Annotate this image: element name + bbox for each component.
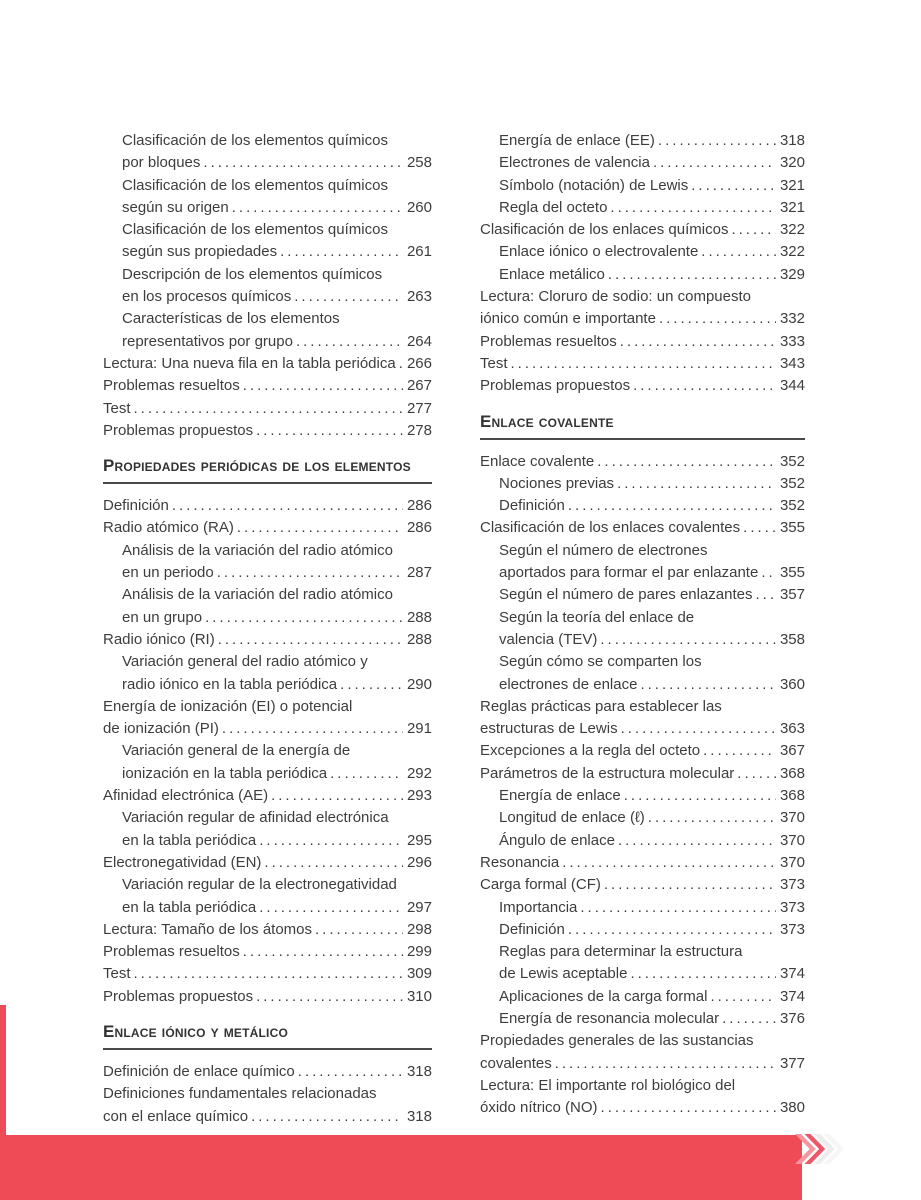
entry-text: Según la teoría del enlace de bbox=[499, 608, 695, 626]
dot-leader bbox=[737, 763, 776, 785]
toc-entry bbox=[103, 264, 432, 309]
entry-text: Problemas resueltos bbox=[103, 377, 240, 395]
entry-text: Clasificación de los elementos químicos bbox=[122, 176, 388, 194]
toc-entry bbox=[103, 941, 432, 963]
entry-text: óxido nítrico (NO) bbox=[480, 1099, 598, 1117]
page-number: 322 bbox=[779, 221, 805, 239]
page-number: 358 bbox=[779, 630, 805, 648]
page-number: 322 bbox=[779, 243, 805, 261]
dot-leader bbox=[658, 130, 776, 152]
entry-text: según sus propiedades bbox=[122, 243, 278, 261]
entry-text: Según cómo se comparten los bbox=[499, 653, 702, 671]
toc-entry bbox=[103, 540, 432, 585]
toc-entry bbox=[103, 986, 432, 1008]
dot-leader bbox=[703, 740, 776, 762]
footer-red-bar bbox=[0, 1135, 802, 1200]
toc-entry bbox=[103, 874, 432, 919]
entry-text: Definición bbox=[499, 497, 565, 515]
entry-text: en la tabla periódica bbox=[122, 898, 257, 916]
chevrons-right-icon bbox=[795, 1134, 845, 1164]
toc-entry bbox=[480, 331, 805, 353]
toc-entry bbox=[480, 696, 805, 741]
entry-text: Electronegatividad (EN) bbox=[103, 853, 262, 871]
entry-text: Energía de resonancia molecular bbox=[499, 1009, 720, 1027]
entry-text: Lectura: Una nueva fila en la tabla periódica bbox=[103, 354, 396, 372]
page-number: 376 bbox=[779, 1009, 805, 1027]
page-number: 260 bbox=[406, 198, 432, 216]
entry-text: Regla del octeto bbox=[499, 198, 608, 216]
dot-leader bbox=[756, 584, 776, 606]
page-number: 320 bbox=[779, 154, 805, 172]
dot-leader bbox=[617, 473, 776, 495]
entry-text: Problemas resueltos bbox=[480, 332, 617, 350]
entry-text: Energía de ionización (EI) o potencial bbox=[103, 697, 353, 715]
dot-leader bbox=[134, 963, 403, 985]
page-number: 287 bbox=[406, 564, 432, 582]
entry-text: Símbolo (notación) de Lewis bbox=[499, 176, 689, 194]
page-number: 377 bbox=[779, 1054, 805, 1072]
page-number: 278 bbox=[406, 421, 432, 439]
toc-entry bbox=[103, 219, 432, 264]
toc-entry bbox=[480, 807, 805, 829]
dot-leader bbox=[256, 420, 403, 442]
entry-text: en un grupo bbox=[122, 608, 203, 626]
page-number: 293 bbox=[406, 787, 432, 805]
dot-leader bbox=[172, 495, 403, 517]
entry-text: covalentes bbox=[480, 1054, 552, 1072]
dot-leader bbox=[640, 674, 776, 696]
page-number: 298 bbox=[406, 920, 432, 938]
page-number: 355 bbox=[779, 564, 805, 582]
dot-leader bbox=[271, 785, 403, 807]
entry-text: Clasificación de los elementos químicos bbox=[122, 132, 388, 149]
toc-entry bbox=[480, 1075, 805, 1120]
dot-leader bbox=[653, 152, 776, 174]
toc-entry bbox=[480, 375, 805, 397]
toc-entry bbox=[480, 852, 805, 874]
entry-text: Excepciones a la regla del octeto bbox=[480, 742, 701, 760]
page-number: 352 bbox=[779, 452, 805, 470]
toc-entry bbox=[480, 785, 805, 807]
dot-leader bbox=[620, 331, 776, 353]
toc-entry bbox=[480, 219, 805, 241]
entry-text: Problemas propuestos bbox=[480, 377, 631, 395]
entry-text: representativos por grupo bbox=[122, 332, 293, 350]
entry-text: de ionización (PI) bbox=[103, 720, 219, 738]
entry-text: valencia (TEV) bbox=[499, 630, 598, 648]
entry-text: Variación regular de la electronegatividad bbox=[122, 876, 397, 894]
dot-leader bbox=[568, 495, 776, 517]
toc-entry bbox=[103, 919, 432, 941]
dot-leader bbox=[243, 375, 403, 397]
page-number: 352 bbox=[779, 497, 805, 515]
dot-leader bbox=[580, 897, 776, 919]
toc-entry bbox=[103, 175, 432, 220]
entry-text: radio iónico en la tabla periódica bbox=[122, 675, 338, 693]
toc-entry bbox=[103, 398, 432, 420]
dot-leader bbox=[256, 986, 403, 1008]
page-number: 373 bbox=[779, 898, 805, 916]
entry-text: Clasificación de los elementos químicos bbox=[122, 221, 388, 239]
dot-leader bbox=[604, 874, 776, 896]
entry-text: con el enlace químico bbox=[103, 1107, 249, 1125]
toc-entry bbox=[480, 451, 805, 473]
toc-entry bbox=[103, 1083, 432, 1128]
entry-text: Importancia bbox=[499, 898, 578, 916]
page-number: 367 bbox=[779, 742, 805, 760]
toc-entry bbox=[103, 517, 432, 539]
page-number: 261 bbox=[406, 243, 432, 261]
toc-entry bbox=[480, 651, 805, 696]
page-number: 288 bbox=[406, 608, 432, 626]
entry-text: Ángulo de enlace bbox=[499, 831, 615, 849]
entry-text: Radio atómico (RA) bbox=[103, 519, 234, 537]
entry-text: Afinidad electrónica (AE) bbox=[103, 787, 269, 805]
dot-leader bbox=[251, 1106, 403, 1128]
toc-entry bbox=[480, 763, 805, 785]
dot-leader bbox=[315, 919, 403, 941]
page-number: 310 bbox=[406, 987, 432, 1005]
entry-text: Definiciones fundamentales relacionadas bbox=[103, 1085, 377, 1103]
section-heading: Propiedades periódicas de los elementos bbox=[103, 455, 432, 484]
page-number: 266 bbox=[406, 354, 432, 372]
page-number: 368 bbox=[779, 787, 805, 805]
page-number: 288 bbox=[406, 630, 432, 648]
dot-leader bbox=[203, 152, 403, 174]
page-number: 355 bbox=[779, 519, 805, 537]
toc-column-left bbox=[103, 130, 432, 1128]
toc-column-right bbox=[480, 130, 805, 1119]
dot-leader bbox=[294, 286, 403, 308]
dot-leader bbox=[624, 785, 776, 807]
dot-leader bbox=[399, 353, 403, 375]
dot-leader bbox=[280, 241, 403, 263]
entry-text: Problemas propuestos bbox=[103, 421, 254, 439]
entry-text: Definición bbox=[499, 920, 565, 938]
dot-leader bbox=[134, 398, 403, 420]
dot-leader bbox=[511, 353, 776, 375]
entry-text: Variación general del radio atómico y bbox=[122, 653, 368, 671]
dot-leader bbox=[600, 629, 776, 651]
entry-text: Descripción de los elementos químicos bbox=[122, 265, 383, 283]
dot-leader bbox=[298, 1061, 403, 1083]
entry-text: Variación regular de afinidad electrónica bbox=[122, 809, 389, 827]
toc-entry bbox=[103, 629, 432, 651]
dot-leader bbox=[691, 175, 776, 197]
toc-entry bbox=[103, 495, 432, 517]
entry-text: ionización en la tabla periódica bbox=[122, 764, 328, 782]
page-number: 373 bbox=[779, 876, 805, 894]
page-number: 370 bbox=[779, 831, 805, 849]
dot-leader bbox=[597, 451, 776, 473]
toc-entry bbox=[480, 830, 805, 852]
entry-text: Reglas para determinar la estructura bbox=[499, 943, 743, 961]
dot-leader bbox=[618, 830, 776, 852]
entry-text: Características de los elementos bbox=[122, 310, 340, 328]
dot-leader bbox=[222, 718, 403, 740]
page-number: 373 bbox=[779, 920, 805, 938]
toc-entry bbox=[103, 852, 432, 874]
dot-leader bbox=[218, 629, 403, 651]
toc-entry bbox=[480, 584, 805, 606]
toc-entry bbox=[480, 540, 805, 585]
toc-entry bbox=[103, 963, 432, 985]
entry-text: Enlace iónico o electrovalente bbox=[499, 243, 699, 261]
entry-text: Energía de enlace bbox=[499, 787, 621, 805]
page-number: 352 bbox=[779, 474, 805, 492]
toc-entry bbox=[480, 495, 805, 517]
page-number: 297 bbox=[406, 898, 432, 916]
toc-entry bbox=[103, 130, 432, 175]
page-number: 318 bbox=[406, 1107, 432, 1125]
dot-leader bbox=[608, 264, 776, 286]
dot-leader bbox=[340, 674, 403, 696]
dot-leader bbox=[630, 963, 776, 985]
page-number: 277 bbox=[406, 399, 432, 417]
entry-text: electrones de enlace bbox=[499, 675, 638, 693]
page-number: 380 bbox=[779, 1099, 805, 1117]
toc-entry bbox=[480, 1030, 805, 1075]
toc-entry bbox=[480, 517, 805, 539]
page-number: 299 bbox=[406, 943, 432, 961]
toc-entry bbox=[103, 584, 432, 629]
page-number: 286 bbox=[406, 497, 432, 515]
entry-text: Reglas prácticas para establecer las bbox=[480, 697, 722, 715]
page-number: 321 bbox=[779, 198, 805, 216]
entry-text: Problemas propuestos bbox=[103, 987, 254, 1005]
entry-text: de Lewis aceptable bbox=[499, 965, 628, 983]
dot-leader bbox=[659, 308, 776, 330]
entry-text: Lectura: Tamaño de los átomos bbox=[103, 920, 313, 938]
toc-entry bbox=[480, 874, 805, 896]
toc-entry bbox=[103, 807, 432, 852]
toc-entry bbox=[103, 785, 432, 807]
dot-leader bbox=[264, 852, 403, 874]
entry-text: Según el número de pares enlazantes bbox=[499, 586, 753, 604]
page-number: 318 bbox=[406, 1062, 432, 1080]
toc-entry bbox=[103, 308, 432, 353]
entry-text: Test bbox=[103, 965, 131, 983]
section-heading: Enlace covalente bbox=[480, 411, 805, 440]
page-number: 363 bbox=[779, 720, 805, 738]
toc-entry bbox=[103, 740, 432, 785]
dot-leader bbox=[701, 241, 776, 263]
page-number: 333 bbox=[779, 332, 805, 350]
entry-text: Clasificación de los enlaces químicos bbox=[480, 221, 729, 239]
dot-leader bbox=[731, 219, 776, 241]
entry-text: Radio iónico (RI) bbox=[103, 630, 215, 648]
dot-leader bbox=[633, 375, 776, 397]
toc-entry bbox=[480, 152, 805, 174]
entry-text: Lectura: Cloruro de sodio: un compuesto bbox=[480, 288, 751, 306]
entry-text: Nociones previas bbox=[499, 474, 615, 492]
page-number: 318 bbox=[779, 132, 805, 149]
entry-text: Análisis de la variación del radio atómico bbox=[122, 541, 393, 559]
page-number: 343 bbox=[779, 354, 805, 372]
dot-leader bbox=[330, 763, 403, 785]
dot-leader bbox=[562, 852, 776, 874]
entry-text: Variación general de la energía de bbox=[122, 742, 351, 760]
entry-text: Test bbox=[103, 399, 131, 417]
page-number: 357 bbox=[779, 586, 805, 604]
toc-entry bbox=[480, 1008, 805, 1030]
page-number: 292 bbox=[406, 764, 432, 782]
toc-entry bbox=[103, 375, 432, 397]
toc-entry bbox=[480, 353, 805, 375]
page-number: 374 bbox=[779, 965, 805, 983]
dot-leader bbox=[601, 1097, 776, 1119]
dot-leader bbox=[555, 1053, 776, 1075]
entry-text: Enlace covalente bbox=[480, 452, 595, 470]
toc-entry bbox=[480, 175, 805, 197]
entry-text: Análisis de la variación del radio atómico bbox=[122, 586, 393, 604]
page-number: 290 bbox=[406, 675, 432, 693]
toc-entry bbox=[480, 919, 805, 941]
dot-leader bbox=[648, 807, 776, 829]
page-number: 360 bbox=[779, 675, 805, 693]
toc-entry bbox=[480, 264, 805, 286]
section-heading: Enlace iónico y metálico bbox=[103, 1021, 432, 1050]
entry-text: Enlace metálico bbox=[499, 265, 605, 283]
entry-text: Longitud de enlace (ℓ) bbox=[499, 809, 645, 827]
page-number: 295 bbox=[406, 831, 432, 849]
entry-text: Energía de enlace (EE) bbox=[499, 132, 655, 149]
page-number: 263 bbox=[406, 288, 432, 306]
toc-entry bbox=[480, 986, 805, 1008]
dot-leader bbox=[205, 607, 403, 629]
dot-leader bbox=[237, 517, 403, 539]
dot-leader bbox=[243, 941, 403, 963]
dot-leader bbox=[296, 331, 403, 353]
entry-text: en la tabla periódica bbox=[122, 831, 257, 849]
entry-text: según su origen bbox=[122, 198, 229, 216]
entry-text: Definición de enlace químico bbox=[103, 1062, 295, 1080]
dot-leader bbox=[743, 517, 776, 539]
dot-leader bbox=[232, 197, 403, 219]
toc-entry bbox=[480, 941, 805, 986]
page-number: 258 bbox=[406, 154, 432, 172]
page-number: 264 bbox=[406, 332, 432, 350]
page-number: 267 bbox=[406, 377, 432, 395]
dot-leader bbox=[722, 1008, 776, 1030]
toc-entry bbox=[480, 197, 805, 219]
page-number: 286 bbox=[406, 519, 432, 537]
entry-text: en un periodo bbox=[122, 564, 214, 582]
toc-entry bbox=[480, 473, 805, 495]
toc-entry bbox=[480, 286, 805, 331]
dot-leader bbox=[568, 919, 776, 941]
entry-text: iónico común e importante bbox=[480, 310, 656, 328]
page-number: 368 bbox=[779, 764, 805, 782]
entry-text: Carga formal (CF) bbox=[480, 876, 601, 894]
toc-entry bbox=[480, 897, 805, 919]
dot-leader bbox=[217, 562, 403, 584]
toc-entry bbox=[480, 740, 805, 762]
toc-entry bbox=[103, 651, 432, 696]
dot-leader bbox=[610, 197, 776, 219]
entry-text: Lectura: El importante rol biológico del bbox=[480, 1076, 736, 1094]
entry-text: Resonancia bbox=[480, 853, 560, 871]
page-number: 332 bbox=[779, 310, 805, 328]
page-number: 344 bbox=[779, 377, 805, 395]
toc-entry bbox=[103, 353, 432, 375]
toc-entry bbox=[103, 420, 432, 442]
page-number: 370 bbox=[779, 809, 805, 827]
entry-text: aportados para formar el par enlazante bbox=[499, 564, 759, 582]
toc-entry bbox=[103, 696, 432, 741]
entry-text: Test bbox=[480, 354, 508, 372]
entry-text: Según el número de electrones bbox=[499, 541, 708, 559]
page-number: 291 bbox=[406, 720, 432, 738]
toc-entry bbox=[480, 130, 805, 152]
page-number: 321 bbox=[779, 176, 805, 194]
entry-text: en los procesos químicos bbox=[122, 288, 292, 306]
entry-text: Aplicaciones de la carga formal bbox=[499, 987, 708, 1005]
entry-text: Propiedades generales de las sustancias bbox=[480, 1032, 754, 1050]
entry-text: Problemas resueltos bbox=[103, 943, 240, 961]
entry-text: estructuras de Lewis bbox=[480, 720, 618, 738]
dot-leader bbox=[259, 830, 403, 852]
dot-leader bbox=[621, 718, 776, 740]
toc-entry bbox=[480, 607, 805, 652]
dot-leader bbox=[761, 562, 776, 584]
entry-text: por bloques bbox=[122, 154, 201, 172]
toc-entry bbox=[480, 241, 805, 263]
page-number: 329 bbox=[779, 265, 805, 283]
page-number: 370 bbox=[779, 853, 805, 871]
entry-text: Definición bbox=[103, 497, 169, 515]
dot-leader bbox=[710, 986, 776, 1008]
entry-text: Parámetros de la estructura molecular bbox=[480, 764, 735, 782]
toc-entry bbox=[103, 1061, 432, 1083]
page-number: 309 bbox=[406, 965, 432, 983]
dot-leader bbox=[259, 897, 403, 919]
entry-text: Electrones de valencia bbox=[499, 154, 650, 172]
page-number: 296 bbox=[406, 853, 432, 871]
page-number: 374 bbox=[779, 987, 805, 1005]
entry-text: Clasificación de los enlaces covalentes bbox=[480, 519, 741, 537]
